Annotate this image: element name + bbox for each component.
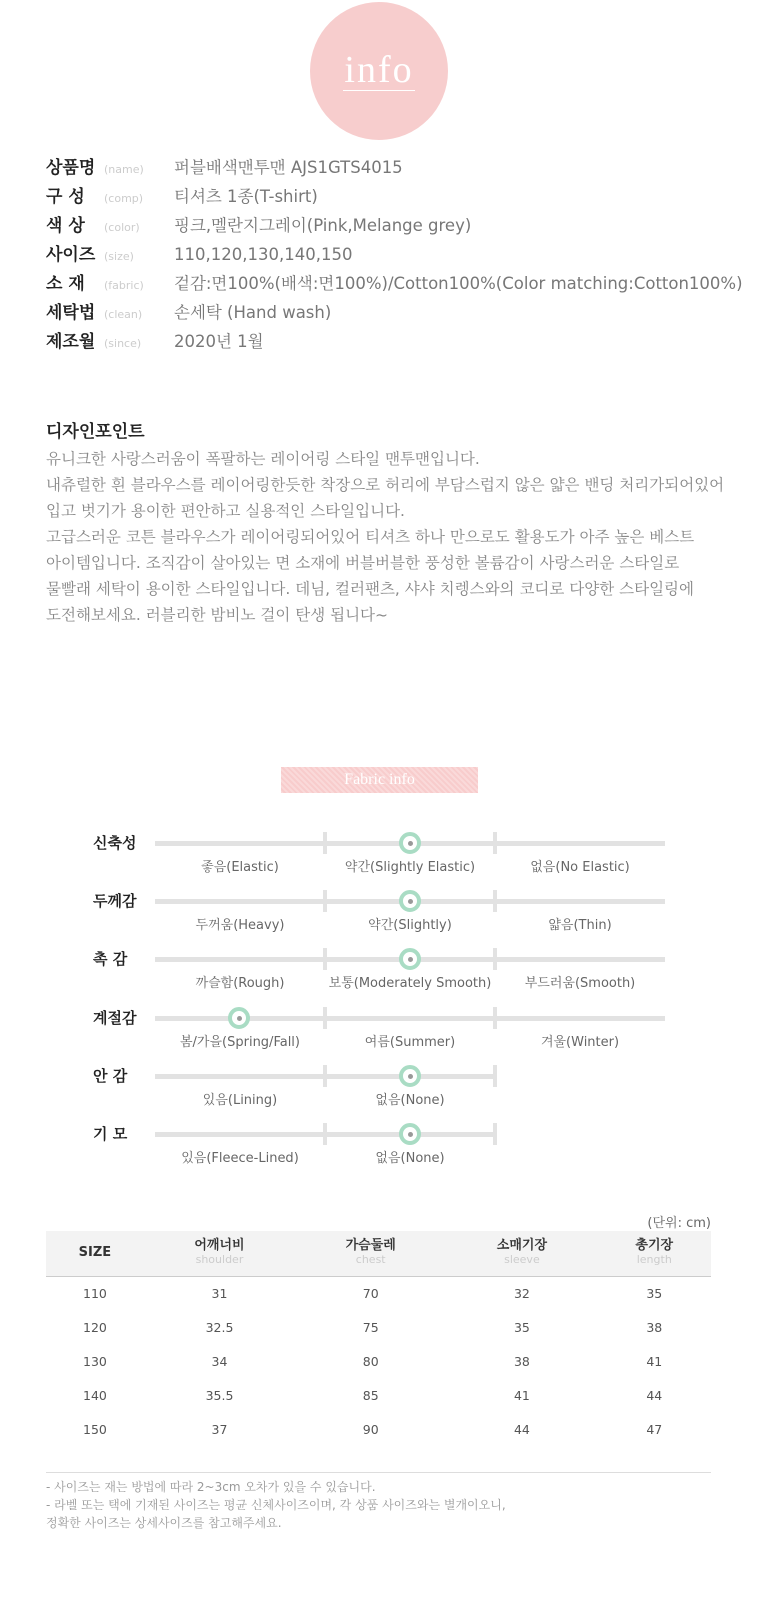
fabric-scale-tick [493,1007,497,1029]
spec-label: 사이즈 [46,245,96,265]
size-table [46,1231,711,1446]
fabric-option-label: 있음(Fleece-Lined) [181,1151,299,1166]
table-cell: 41 [513,1387,530,1403]
spec-sub-label: (since) [104,337,142,350]
table-cell: 130 [83,1353,107,1369]
table-cell: 80 [362,1353,379,1369]
fabric-scale-tick [323,1065,327,1087]
fabric-scale-tick [493,1123,497,1145]
design-point-body [46,449,746,631]
header-ko: 총기장 [635,1238,674,1254]
fabric-option-label: 없음(No Elastic) [530,860,630,875]
fabric-scale-tick [323,832,327,854]
fabric-option-label: 얇음(Thin) [548,918,612,933]
table-cell: 41 [646,1353,663,1369]
table-cell: 75 [362,1319,379,1335]
table-cell: 120 [83,1319,107,1335]
header-ko: 소매기장 [496,1238,548,1254]
size-table-header-cell [46,1231,144,1276]
table-cell: 150 [83,1421,107,1437]
fabric-scale-tick [323,1123,327,1145]
fabric-option-label: 두꺼움(Heavy) [195,918,285,933]
spec-row [46,182,743,211]
design-point-line: 고급스러운 코튼 블라우스가 레이어링되어있어 티셔츠 하나 만으로도 활용도가 아주 높은 베스트 [46,528,695,546]
table-row [46,1378,711,1412]
fabric-row-label: 계절감 [93,1009,137,1027]
header-en: shoulder [195,1253,244,1267]
product-spec-list [46,153,743,356]
spec-row [46,211,743,240]
spec-value: 110,120,130,140,150 [174,245,353,264]
table-cell: 38 [646,1319,663,1335]
fabric-selected-marker [399,832,421,854]
design-point-title: 디자인포인트 [46,422,145,442]
size-table-header-cell [446,1231,597,1276]
spec-sub-label: (clean) [104,308,143,321]
fabric-option-label: 약간(Slightly Elastic) [344,860,476,875]
spec-sub-label: (comp) [104,192,144,205]
header-ko: 어깨너비 [194,1238,245,1254]
fabric-option-label: 없음(None) [375,1151,445,1166]
table-cell: 140 [83,1387,107,1403]
size-table-body [46,1276,711,1446]
spec-value: 겉감:면100%(배색:면100%)/Cotton100%(Color matching:Cotton100%) [174,274,743,293]
spec-value: 손세탁 (Hand wash) [174,303,332,322]
size-unit-label: (단위: cm) [647,1216,711,1231]
fabric-option-label: 보통(Moderately Smooth) [328,976,492,991]
fabric-option-label: 없음(None) [375,1093,445,1108]
spec-row [46,298,743,327]
table-cell: 37 [211,1421,228,1437]
fabric-option-label: 좋음(Elastic) [201,860,279,875]
header-ko: 가슴둘레 [345,1238,396,1254]
header-en: sleeve [504,1253,540,1267]
table-cell: 70 [362,1285,379,1301]
spec-label: 세탁법 [46,303,96,323]
spec-label: 제조월 [46,332,96,352]
fabric-option-label: 부드러움(Smooth) [524,976,636,991]
fabric-selected-marker [399,1065,421,1087]
spec-row [46,327,743,356]
design-point-line: 도전해보세요. 러블리한 밤비노 걸이 탄생 됩니다~ [46,606,389,624]
spec-label: 소 재 [46,274,85,294]
spec-value: 티셔츠 1종(T-shirt) [174,187,318,206]
design-point-line: 물빨래 세탁이 용이한 스타일입니다. 데님, 컬러팬츠, 샤샤 치렝스와의 코디로 다양한 스타일링에 [46,580,695,598]
header-ko: SIZE [78,1245,112,1261]
table-cell: 35 [646,1285,663,1301]
table-row [46,1412,711,1446]
fabric-scale-tick [493,948,497,970]
fabric-option-label: 있음(Lining) [202,1093,278,1108]
table-cell: 32 [513,1285,530,1301]
note-line: 정확한 사이즈는 상세사이즈를 참고해주세요. [46,1516,282,1530]
fabric-info-title: Fabric info [281,767,478,793]
fabric-option-label: 까슬함(Rough) [195,976,285,991]
spec-value: 핑크,멜란지그레이(Pink,Melange grey) [174,216,472,235]
header-en: chest [355,1253,386,1267]
design-point-line: 내츄럴한 흰 블라우스를 레이어링한듯한 착장으로 허리에 부담스럽지 않은 얇은 밴딩 처리가되어있어 [46,476,725,494]
spec-label: 상품명 [46,158,96,178]
fabric-row-label: 촉 감 [93,950,128,968]
table-cell: 44 [646,1387,663,1403]
table-cell: 38 [513,1353,530,1369]
fabric-selected-marker [399,890,421,912]
table-cell: 90 [362,1421,379,1437]
spec-label: 색 상 [46,216,85,236]
fabric-option-label: 봄/가을(Spring/Fall) [179,1035,300,1050]
table-cell: 31 [211,1285,228,1301]
fabric-scale-tick [493,1065,497,1087]
spec-sub-label: (name) [104,163,144,176]
design-point-line: 입고 벗기가 용이한 편안하고 실용적인 스타일입니다. [46,502,405,520]
table-row [46,1344,711,1378]
design-point-line: 아이템입니다. 조직감이 살아있는 면 소재에 버블버블한 풍성한 볼륨감이 사랑스러운 스타일로 [46,554,680,572]
fabric-selected-marker [399,948,421,970]
table-divider [46,1472,711,1473]
fabric-row-label: 기 모 [93,1125,128,1143]
table-cell: 34 [211,1353,228,1369]
spec-label: 구 성 [46,187,85,207]
table-row [46,1310,711,1344]
header-en: length [636,1253,672,1267]
size-table-header-cell [295,1231,446,1276]
table-cell: 85 [362,1387,379,1403]
spec-sub-label: (fabric) [104,279,144,292]
size-table-header [46,1231,711,1276]
spec-value: 2020년 1월 [174,332,264,351]
fabric-selected-marker [228,1007,250,1029]
spec-row [46,153,743,182]
size-table-header-cell [144,1231,295,1276]
table-cell: 47 [646,1421,663,1437]
spec-row [46,269,743,298]
fabric-row [0,1125,780,1190]
size-table-header-cell [598,1231,711,1276]
table-cell: 110 [83,1285,107,1301]
table-cell: 35.5 [205,1387,234,1403]
size-notes [46,1478,506,1532]
info-badge [310,2,448,140]
spec-value: 퍼블배색맨투맨 AJS1GTS4015 [174,158,403,177]
spec-sub-label: (size) [104,250,134,263]
fabric-row-label: 두께감 [93,892,137,910]
table-cell: 32.5 [205,1319,234,1335]
fabric-scale-tick [323,1007,327,1029]
design-point-line: 유니크한 사랑스러움이 폭팔하는 레이어링 스타일 맨투맨입니다. [46,450,480,468]
table-cell: 44 [513,1421,530,1437]
table-cell: 35 [513,1319,530,1335]
fabric-scale-tick [493,832,497,854]
note-line: - 사이즈는 재는 방법에 따라 2~3cm 오차가 있을 수 있습니다. [46,1480,376,1494]
fabric-selected-marker [399,1123,421,1145]
fabric-scale-tick [323,890,327,912]
fabric-row-label: 안 감 [93,1067,128,1085]
fabric-scale-tick [493,890,497,912]
fabric-option-label: 약간(Slightly) [368,918,452,933]
info-badge-text: info [344,48,414,91]
spec-sub-label: (color) [104,221,140,234]
note-line: - 라벨 또는 택에 기재된 사이즈는 평균 신체사이즈이며, 각 상품 사이즈와는 별개이오니, [46,1498,506,1512]
spec-row [46,240,743,269]
fabric-row-label: 신축성 [93,834,137,852]
fabric-option-label: 여름(Summer) [364,1035,456,1050]
fabric-option-label: 겨울(Winter) [540,1035,620,1050]
table-row [46,1276,711,1310]
fabric-scale-tick [323,948,327,970]
